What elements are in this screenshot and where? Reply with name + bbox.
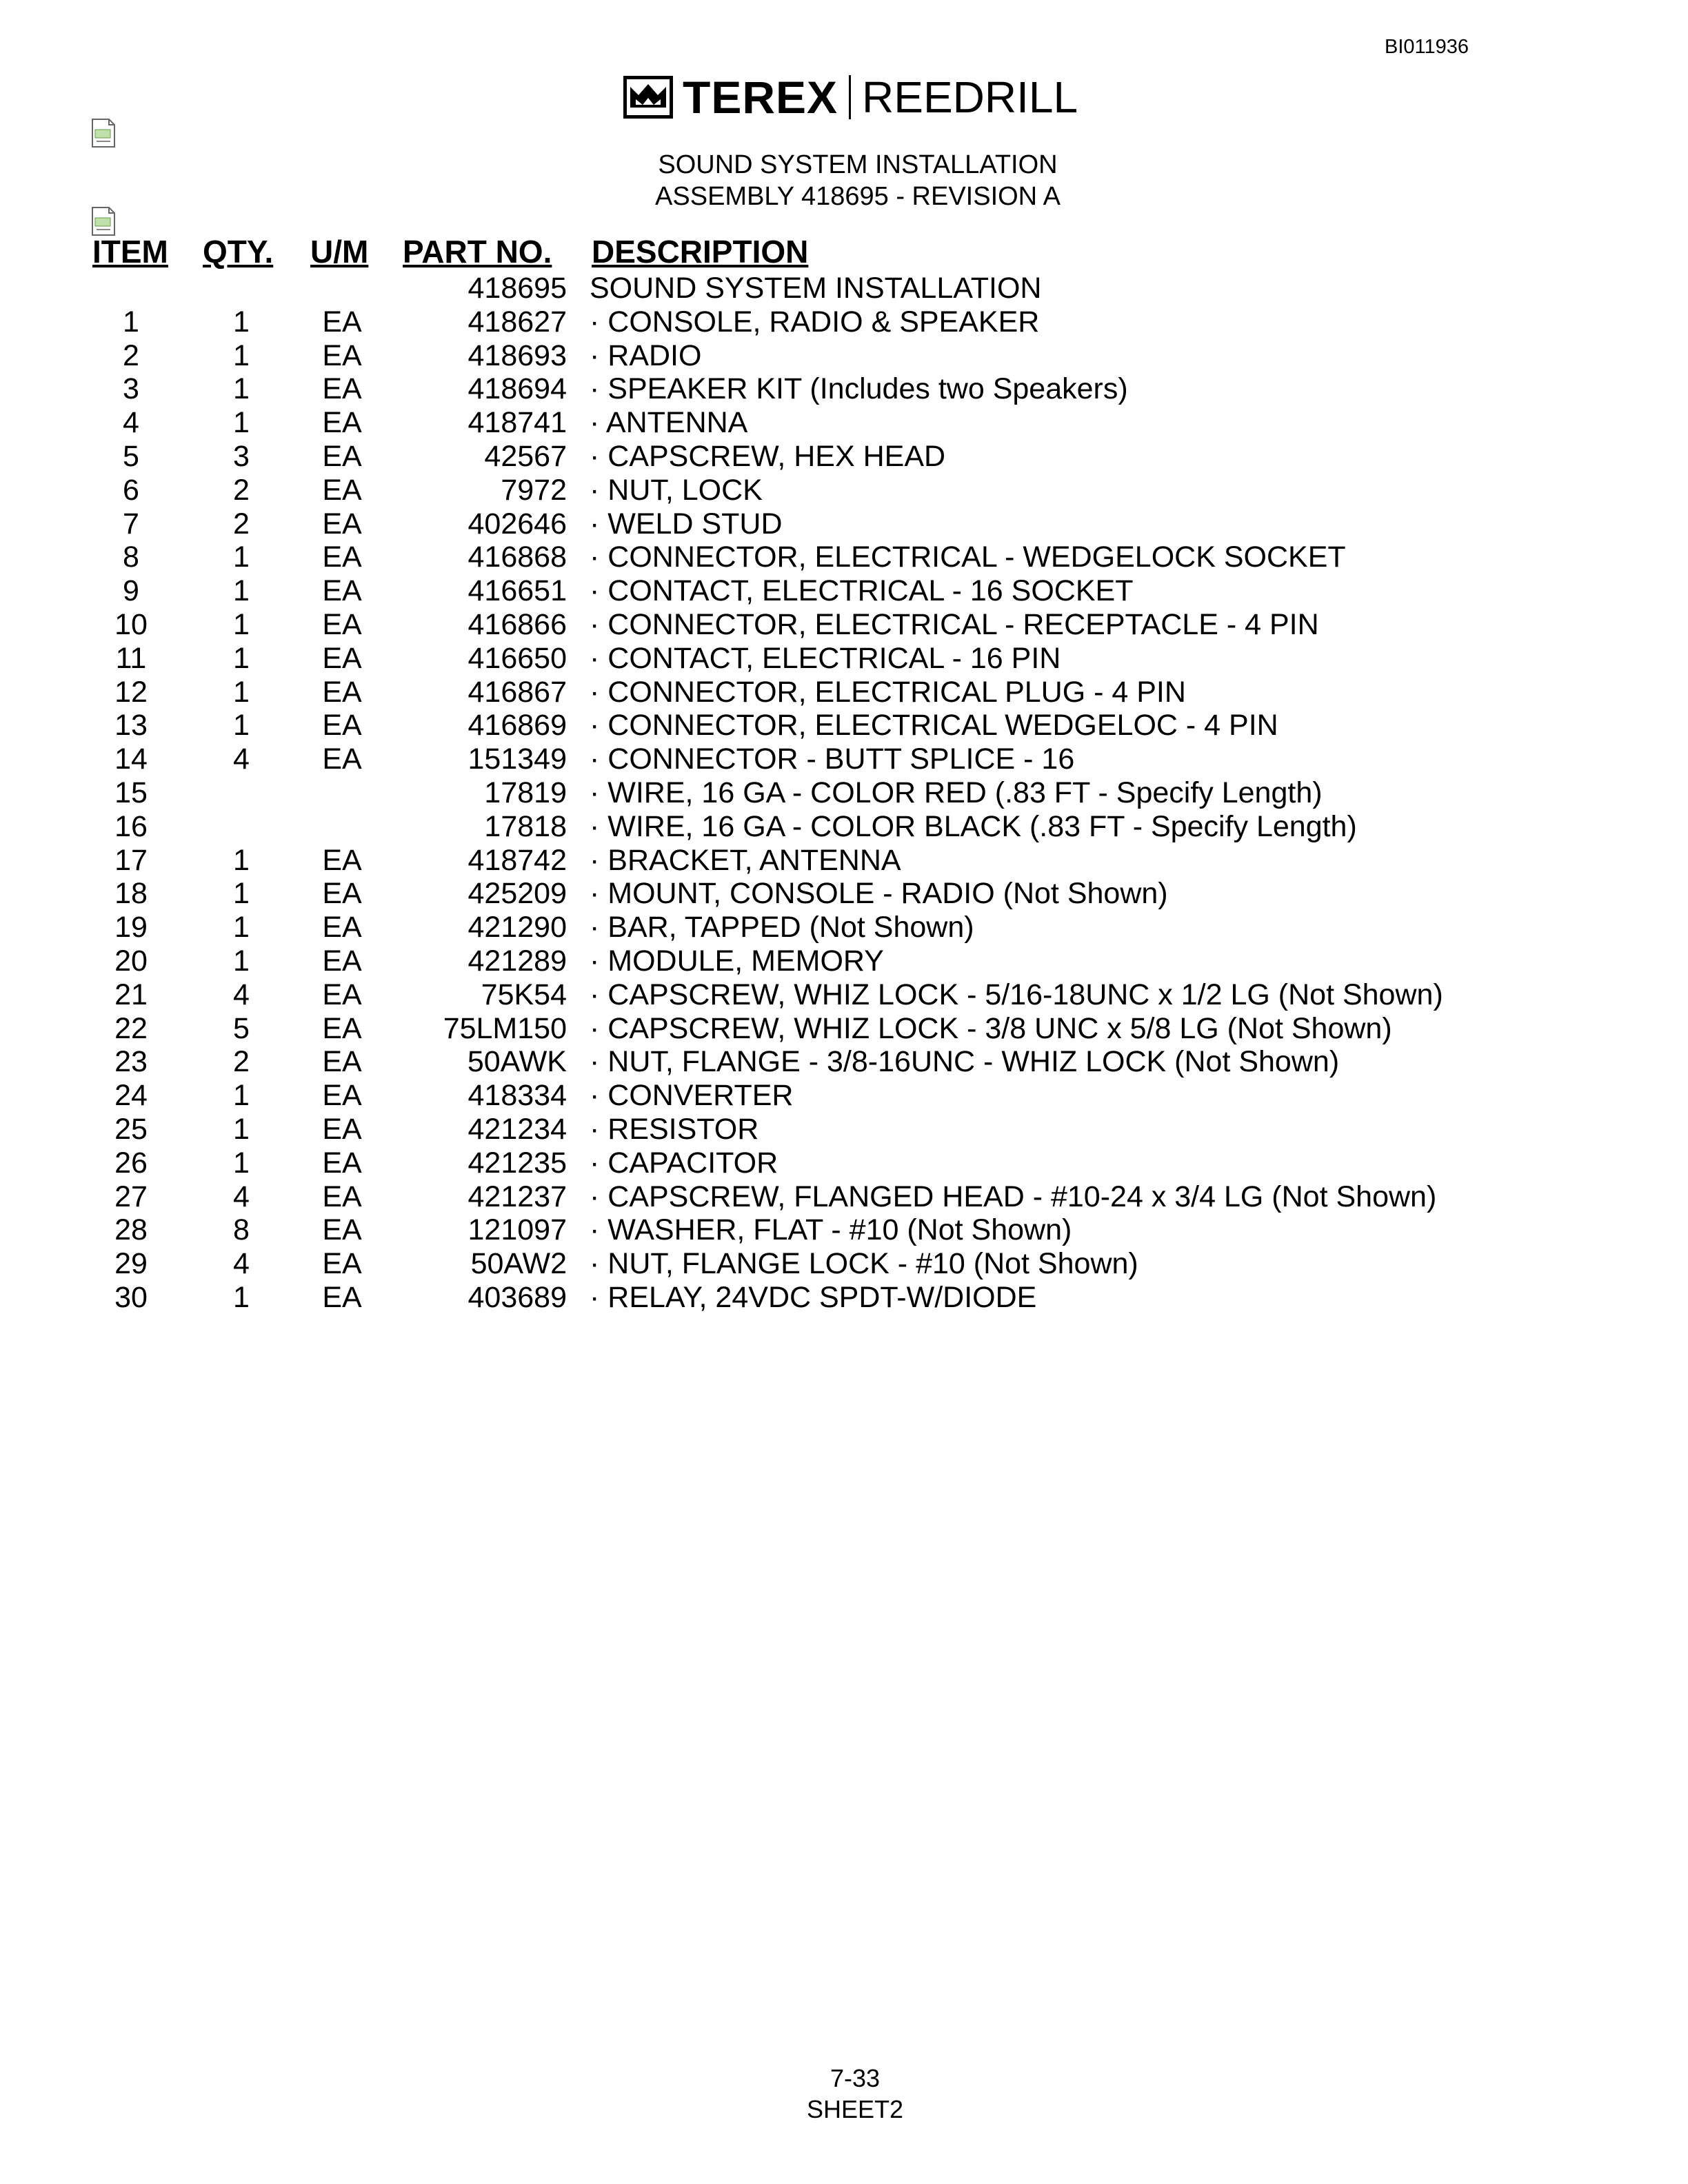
document-id: BI011936	[1385, 36, 1469, 58]
part-number: 416650	[468, 641, 567, 675]
table-row	[0, 810, 1688, 844]
title-line-2: ASSEMBLY 418695 - REVISION A	[655, 182, 1061, 211]
item-number: 11	[115, 641, 147, 675]
part-number: 418695	[468, 272, 567, 305]
table-row	[0, 440, 1688, 474]
description: · SPEAKER KIT (Includes two Speakers)	[590, 372, 1128, 406]
description: · CAPSCREW, HEX HEAD	[590, 440, 946, 473]
part-number: 418693	[468, 338, 567, 372]
terex-crown-icon	[623, 76, 673, 119]
item-number: 26	[114, 1146, 148, 1180]
description: · ANTENNA	[590, 406, 748, 440]
unit-of-measure: EA	[322, 1180, 362, 1213]
quantity: 1	[233, 540, 250, 574]
table-row	[0, 844, 1688, 878]
part-number: 17819	[484, 776, 567, 809]
unit-of-measure: EA	[322, 709, 362, 742]
part-number: 42567	[484, 440, 567, 473]
description: · CONTACT, ELECTRICAL - 16 PIN	[590, 641, 1061, 675]
description: · MODULE, MEMORY	[590, 944, 884, 978]
unit-of-measure: EA	[322, 1281, 362, 1314]
unit-of-measure: EA	[322, 675, 362, 709]
description: SOUND SYSTEM INSTALLATION	[590, 272, 1042, 305]
description: · RELAY, 24VDC SPDT-W/DIODE	[590, 1281, 1037, 1314]
item-number: 13	[114, 709, 148, 742]
table-row	[0, 944, 1688, 978]
unit-of-measure: EA	[322, 978, 362, 1011]
part-number: 121097	[468, 1213, 567, 1247]
item-number: 5	[123, 440, 139, 473]
item-number: 22	[114, 1011, 148, 1045]
item-number: 3	[123, 372, 139, 406]
description: · CAPSCREW, WHIZ LOCK - 5/16-18UNC x 1/2 LG (Not Shown)	[590, 978, 1443, 1011]
logo-divider	[849, 75, 851, 119]
table-row	[0, 776, 1688, 810]
quantity: 1	[233, 843, 250, 877]
part-number: 418334	[468, 1079, 567, 1113]
unit-of-measure: EA	[322, 877, 362, 911]
unit-of-measure: EA	[322, 742, 362, 776]
item-number: 7	[123, 507, 139, 540]
part-number: 151349	[468, 742, 567, 776]
table-row	[0, 1045, 1688, 1079]
table-row	[0, 1079, 1688, 1113]
table-row	[0, 742, 1688, 776]
unit-of-measure: EA	[322, 1079, 362, 1113]
description: · CONSOLE, RADIO & SPEAKER	[590, 305, 1040, 338]
quantity: 5	[233, 1011, 250, 1045]
item-number: 15	[114, 776, 148, 809]
table-row	[0, 372, 1688, 406]
table-row	[0, 574, 1688, 608]
description: · NUT, FLANGE - 3/8-16UNC - WHIZ LOCK (Not Shown)	[590, 1045, 1340, 1079]
part-number: 402646	[468, 507, 567, 540]
part-number: 418742	[468, 843, 567, 877]
item-number: 9	[123, 574, 139, 608]
unit-of-measure: EA	[322, 473, 362, 507]
item-number: 28	[114, 1213, 148, 1247]
description: · CONNECTOR, ELECTRICAL - RECEPTACLE - 4 PIN	[590, 608, 1319, 641]
brand-name: TEREX	[683, 72, 838, 123]
description: · CONNECTOR, ELECTRICAL WEDGELOC - 4 PIN	[590, 709, 1278, 742]
table-row	[0, 1281, 1688, 1315]
unit-of-measure: EA	[322, 1113, 362, 1146]
description: · CONVERTER	[590, 1079, 794, 1113]
item-number: 10	[114, 608, 148, 641]
quantity: 4	[233, 1247, 250, 1281]
description: · WASHER, FLAT - #10 (Not Shown)	[590, 1213, 1072, 1247]
table-row	[0, 608, 1688, 642]
sheet-label: SHEET2	[806, 2095, 904, 2123]
unit-of-measure: EA	[322, 1247, 362, 1281]
table-row	[0, 1180, 1688, 1214]
unit-of-measure: EA	[322, 944, 362, 978]
unit-of-measure: EA	[322, 372, 362, 406]
header-description: DESCRIPTION	[592, 234, 809, 270]
table-row	[0, 272, 1688, 305]
table-row	[0, 642, 1688, 676]
unit-of-measure: EA	[322, 608, 362, 641]
quantity: 2	[233, 1045, 250, 1079]
quantity: 1	[233, 1281, 250, 1314]
division-name: REEDRILL	[862, 72, 1078, 122]
part-number: 421289	[468, 944, 567, 978]
unit-of-measure: EA	[322, 440, 362, 473]
description: · CONNECTOR, ELECTRICAL - WEDGELOCK SOCKET	[590, 540, 1346, 574]
item-number: 20	[114, 944, 148, 978]
unit-of-measure: EA	[322, 641, 362, 675]
part-number: 416866	[468, 608, 567, 641]
title-line-1: SOUND SYSTEM INSTALLATION	[658, 150, 1058, 179]
table-row	[0, 305, 1688, 339]
part-number: 421235	[468, 1146, 567, 1180]
part-number: 50AW2	[470, 1247, 567, 1281]
quantity: 8	[233, 1213, 250, 1247]
part-number: 416869	[468, 709, 567, 742]
item-number: 19	[114, 911, 148, 944]
part-number: 416868	[468, 540, 567, 574]
quantity: 1	[233, 709, 250, 742]
attachment-icon[interactable]	[91, 207, 116, 236]
part-number: 416867	[468, 675, 567, 709]
table-row	[0, 339, 1688, 373]
part-number: 421234	[468, 1113, 567, 1146]
unit-of-measure: EA	[322, 507, 362, 540]
header-qty: QTY.	[203, 234, 274, 270]
part-number: 75K54	[481, 978, 567, 1011]
item-number: 23	[114, 1045, 148, 1079]
item-number: 16	[114, 809, 148, 843]
item-number: 30	[114, 1281, 148, 1314]
quantity: 1	[233, 372, 250, 406]
unit-of-measure: EA	[322, 574, 362, 608]
item-number: 21	[114, 978, 148, 1011]
unit-of-measure: EA	[322, 843, 362, 877]
description: · WELD STUD	[590, 507, 783, 540]
quantity: 1	[233, 574, 250, 608]
description: · NUT, FLANGE LOCK - #10 (Not Shown)	[590, 1247, 1138, 1281]
quantity: 1	[233, 608, 250, 641]
table-row	[0, 877, 1688, 911]
item-number: 25	[114, 1113, 148, 1146]
table-row	[0, 1213, 1688, 1247]
table-row	[0, 540, 1688, 574]
table-row	[0, 676, 1688, 709]
quantity: 1	[233, 1146, 250, 1180]
header-part-no: PART NO.	[403, 234, 552, 270]
part-number: 418627	[468, 305, 567, 338]
part-number: 416651	[468, 574, 567, 608]
description: · CONTACT, ELECTRICAL - 16 SOCKET	[590, 574, 1134, 608]
quantity: 1	[233, 338, 250, 372]
description: · CONNECTOR - BUTT SPLICE - 16	[590, 742, 1075, 776]
description: · RADIO	[590, 338, 702, 372]
quantity: 1	[233, 1079, 250, 1113]
description: · WIRE, 16 GA - COLOR RED (.83 FT - Specify Length)	[590, 776, 1323, 809]
unit-of-measure: EA	[322, 1045, 362, 1079]
part-number: 425209	[468, 877, 567, 911]
terex-reedrill-logo	[623, 72, 1078, 123]
unit-of-measure: EA	[322, 305, 362, 338]
unit-of-measure: EA	[322, 406, 362, 440]
table-row	[0, 709, 1688, 742]
part-number: 75LM150	[443, 1011, 567, 1045]
quantity: 2	[233, 507, 250, 540]
quantity: 1	[233, 1113, 250, 1146]
quantity: 4	[233, 742, 250, 776]
description: · CAPSCREW, WHIZ LOCK - 3/8 UNC x 5/8 LG (Not Shown)	[590, 1011, 1392, 1045]
attachment-icon[interactable]	[91, 119, 116, 148]
part-number: 403689	[468, 1281, 567, 1314]
description: · CONNECTOR, ELECTRICAL PLUG - 4 PIN	[590, 675, 1186, 709]
quantity: 1	[233, 406, 250, 440]
description: · BRACKET, ANTENNA	[590, 843, 901, 877]
table-row	[0, 978, 1688, 1012]
table-row	[0, 1247, 1688, 1281]
part-number: 17818	[484, 809, 567, 843]
quantity: 1	[233, 675, 250, 709]
item-number: 12	[114, 675, 148, 709]
part-number: 421237	[468, 1180, 567, 1213]
item-number: 2	[123, 338, 139, 372]
description: · WIRE, 16 GA - COLOR BLACK (.83 FT - Specify Length)	[590, 809, 1357, 843]
description: · CAPSCREW, FLANGED HEAD - #10-24 x 3/4 LG (Not Shown)	[590, 1180, 1437, 1213]
table-row	[0, 1146, 1688, 1180]
item-number: 4	[123, 406, 139, 440]
item-number: 18	[114, 877, 148, 911]
unit-of-measure: EA	[322, 1213, 362, 1247]
unit-of-measure: EA	[322, 338, 362, 372]
item-number: 8	[123, 540, 139, 574]
quantity: 3	[233, 440, 250, 473]
unit-of-measure: EA	[322, 911, 362, 944]
part-number: 50AWK	[467, 1045, 567, 1079]
header-item: ITEM	[92, 234, 168, 270]
quantity: 2	[233, 473, 250, 507]
part-number: 418741	[468, 406, 567, 440]
description: · NUT, LOCK	[590, 473, 763, 507]
quantity: 1	[233, 877, 250, 911]
quantity: 1	[233, 305, 250, 338]
unit-of-measure: EA	[322, 540, 362, 574]
table-row	[0, 406, 1688, 440]
table-row	[0, 1012, 1688, 1046]
quantity: 1	[233, 911, 250, 944]
description: · CAPACITOR	[590, 1146, 778, 1180]
description: · MOUNT, CONSOLE - RADIO (Not Shown)	[590, 877, 1168, 911]
table-row	[0, 1113, 1688, 1146]
page-footer	[717, 2063, 993, 2125]
unit-of-measure: EA	[322, 1011, 362, 1045]
unit-of-measure: EA	[322, 1146, 362, 1180]
item-number: 27	[114, 1180, 148, 1213]
description: · BAR, TAPPED (Not Shown)	[590, 911, 974, 944]
item-number: 14	[114, 742, 148, 776]
part-number: 421290	[468, 911, 567, 944]
item-number: 6	[123, 473, 139, 507]
part-number: 7972	[501, 473, 567, 507]
quantity: 4	[233, 978, 250, 1011]
description: · RESISTOR	[590, 1113, 759, 1146]
table-row	[0, 911, 1688, 944]
document-title	[637, 149, 1078, 212]
item-number: 1	[123, 305, 139, 338]
quantity: 1	[233, 641, 250, 675]
item-number: 29	[114, 1247, 148, 1281]
table-row	[0, 507, 1688, 541]
part-number: 418694	[468, 372, 567, 406]
item-number: 24	[114, 1079, 148, 1113]
table-row	[0, 474, 1688, 507]
page-number: 7-33	[830, 2064, 881, 2092]
item-number: 17	[114, 843, 148, 877]
quantity: 4	[233, 1180, 250, 1213]
quantity: 1	[233, 944, 250, 978]
header-um: U/M	[310, 234, 369, 270]
